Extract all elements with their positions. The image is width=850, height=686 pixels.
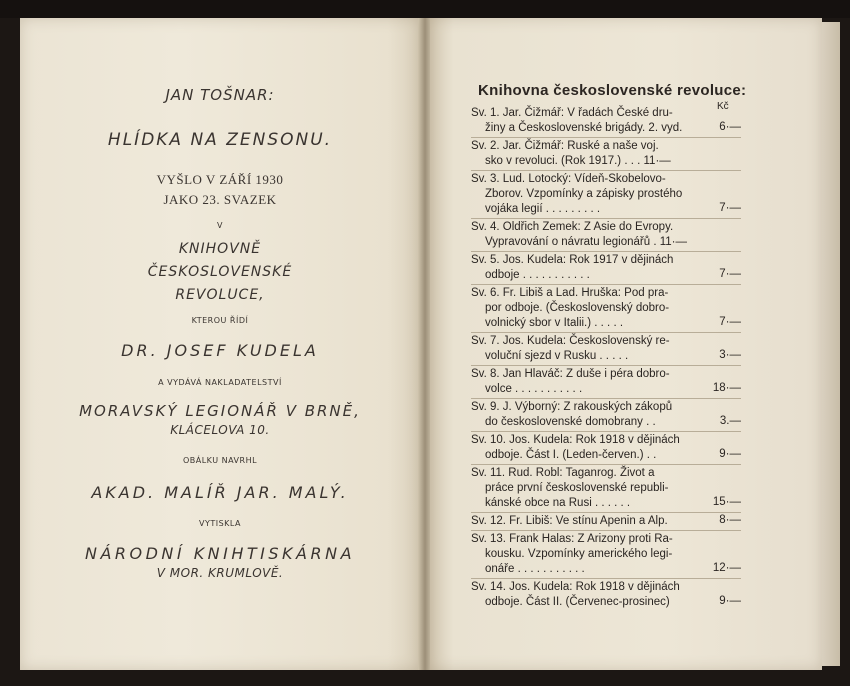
background-top	[0, 0, 850, 18]
entry-line: Sv. 5. Jos. Kudela: Rok 1917 v dějinách	[471, 254, 674, 266]
publisher-address: KLÁCELOVA 10.	[170, 423, 270, 437]
entry-price: 9·—	[719, 448, 741, 460]
series-entry	[471, 220, 741, 252]
entry-price: 7·—	[719, 316, 741, 328]
entry-line: Sv. 10. Jos. Kudela: Rok 1918 v dějinách	[471, 434, 680, 446]
entry-line: Sv. 2. Jar. Čižmář: Ruské a naše voj.	[471, 140, 659, 152]
entry-line: onáře . . . . . . . . . . .	[485, 563, 585, 575]
book-title: HLÍDKA NA ZENSONU.	[107, 130, 333, 150]
printed-by-label: VYTISKLA	[198, 519, 242, 528]
entry-line: kousku. Vzpomínky amerického legi-	[485, 548, 673, 560]
entry-line: Sv. 13. Frank Halas: Z Arizony proti Ra-	[471, 533, 673, 545]
entry-line: žiny a Československé brigády. 2. vyd.	[485, 122, 683, 134]
entry-line: práce první československé republi-	[485, 482, 669, 494]
series-entry	[471, 139, 741, 171]
series-entry	[471, 172, 741, 219]
cover-designer-name: AKAD. MALÍŘ JAR. MALÝ.	[91, 483, 349, 502]
entry-line: Sv. 11. Rud. Robl: Taganrog. Život a	[471, 467, 655, 479]
entry-price: 7·—	[719, 268, 741, 280]
entry-line: Sv. 3. Lud. Lotocký: Vídeň-Skobelovo-	[471, 173, 666, 185]
entry-line: odboje. Část II. (Červenec-prosinec)	[485, 596, 670, 608]
issued-by-label: A VYDÁVÁ NAKLADATELSTVÍ	[158, 378, 282, 387]
entry-price: 6·—	[719, 121, 741, 133]
series-entry	[471, 514, 741, 531]
author-name: JAN TOŠNAR:	[165, 86, 275, 104]
entry-line: odboje. Část I. (Leden-červen.) . .	[485, 449, 657, 461]
printer-place: V MOR. KRUMLOVĚ.	[156, 566, 284, 580]
library-line-2: ČESKOSLOVENSKÉ	[147, 264, 293, 280]
entry-line: Sv. 1. Jar. Čižmář: V řadách České dru-	[471, 107, 673, 119]
library-line-3: REVOLUCE,	[175, 287, 265, 303]
entry-line: Sv. 9. J. Výborný: Z rakouských zákopů	[471, 401, 673, 413]
series-entry	[471, 400, 741, 432]
entry-price: 8·—	[719, 514, 741, 526]
series-entry	[471, 433, 741, 465]
entry-line: voluční sjezd v Rusku . . . . .	[485, 350, 629, 362]
entry-price: 3.—	[719, 415, 741, 427]
entry-line: Sv. 8. Jan Hlaváč: Z duše i péra dobro-	[471, 368, 670, 380]
series-entry	[471, 532, 741, 579]
conjunction-v: V	[217, 221, 223, 230]
entry-line: volce . . . . . . . . . . .	[485, 383, 583, 395]
series-list	[471, 106, 741, 612]
entry-price: 18·—	[712, 382, 741, 394]
entry-line: vojáka legií . . . . . . . . .	[485, 203, 601, 215]
entry-price: 7·—	[719, 202, 741, 214]
series-heading: Knihovna československé revoluce:	[478, 82, 747, 99]
editor-name: DR. JOSEF KUDELA	[121, 341, 319, 360]
entry-line: Zborov. Vzpomínky a zápisky prostého	[485, 188, 683, 200]
series-entry	[471, 367, 741, 399]
entry-line: Sv. 6. Fr. Libiš a Lad. Hruška: Pod pra-	[471, 287, 669, 299]
entry-line: do československé domobrany . .	[485, 416, 656, 428]
entry-line: por odboje. (Československý dobro-	[485, 302, 670, 314]
entry-price: 9·—	[719, 595, 741, 607]
series-entry	[471, 466, 741, 513]
cover-designer-label: OBÁLKU NAVRHL	[182, 456, 258, 465]
entry-line: sko v revoluci. (Rok 1917.) . . . 11·—	[485, 155, 671, 167]
entry-line: volnický sbor v Italii.) . . . . .	[485, 317, 624, 329]
series-entry	[471, 286, 741, 333]
printer-name: NÁRODNÍ KNIHTISKÁRNA	[84, 544, 356, 563]
series-entry	[471, 580, 741, 611]
library-line-1: KNIHOVNĚ	[178, 241, 262, 257]
entry-line: odboje . . . . . . . . . . .	[485, 269, 590, 281]
entry-line: Sv. 12. Fr. Libiš: Ve stínu Apenin a Alp.	[471, 515, 668, 527]
entry-line: Sv. 4. Oldřich Zemek: Z Asie do Evropy.	[471, 221, 674, 233]
entry-line: Sv. 14. Jos. Kudela: Rok 1918 v dějinách	[471, 581, 680, 593]
entry-line: Sv. 7. Jos. Kudela: Československý re-	[471, 335, 670, 347]
entry-price: 3·—	[719, 349, 741, 361]
series-entry	[471, 106, 741, 138]
publisher-name: MORAVSKÝ LEGIONÁŘ V BRNĚ,	[79, 402, 361, 420]
entry-line: Vypravování o návratu legionářů . 11·—	[485, 236, 688, 248]
published-date: VYŠLO V ZÁŘÍ 1930	[156, 172, 284, 187]
page-edges	[822, 22, 840, 666]
edited-by-label: KTEROU ŘÍDÍ	[191, 316, 249, 325]
entry-line: kánské obce na Rusi . . . . . .	[485, 497, 631, 509]
currency-label: Kč	[717, 101, 729, 112]
entry-price: 15·—	[712, 496, 741, 508]
series-entry	[471, 253, 741, 285]
volume-number: JAKO 23. SVAZEK	[163, 192, 277, 207]
entry-price: 12·—	[712, 562, 741, 574]
series-entry	[471, 334, 741, 366]
